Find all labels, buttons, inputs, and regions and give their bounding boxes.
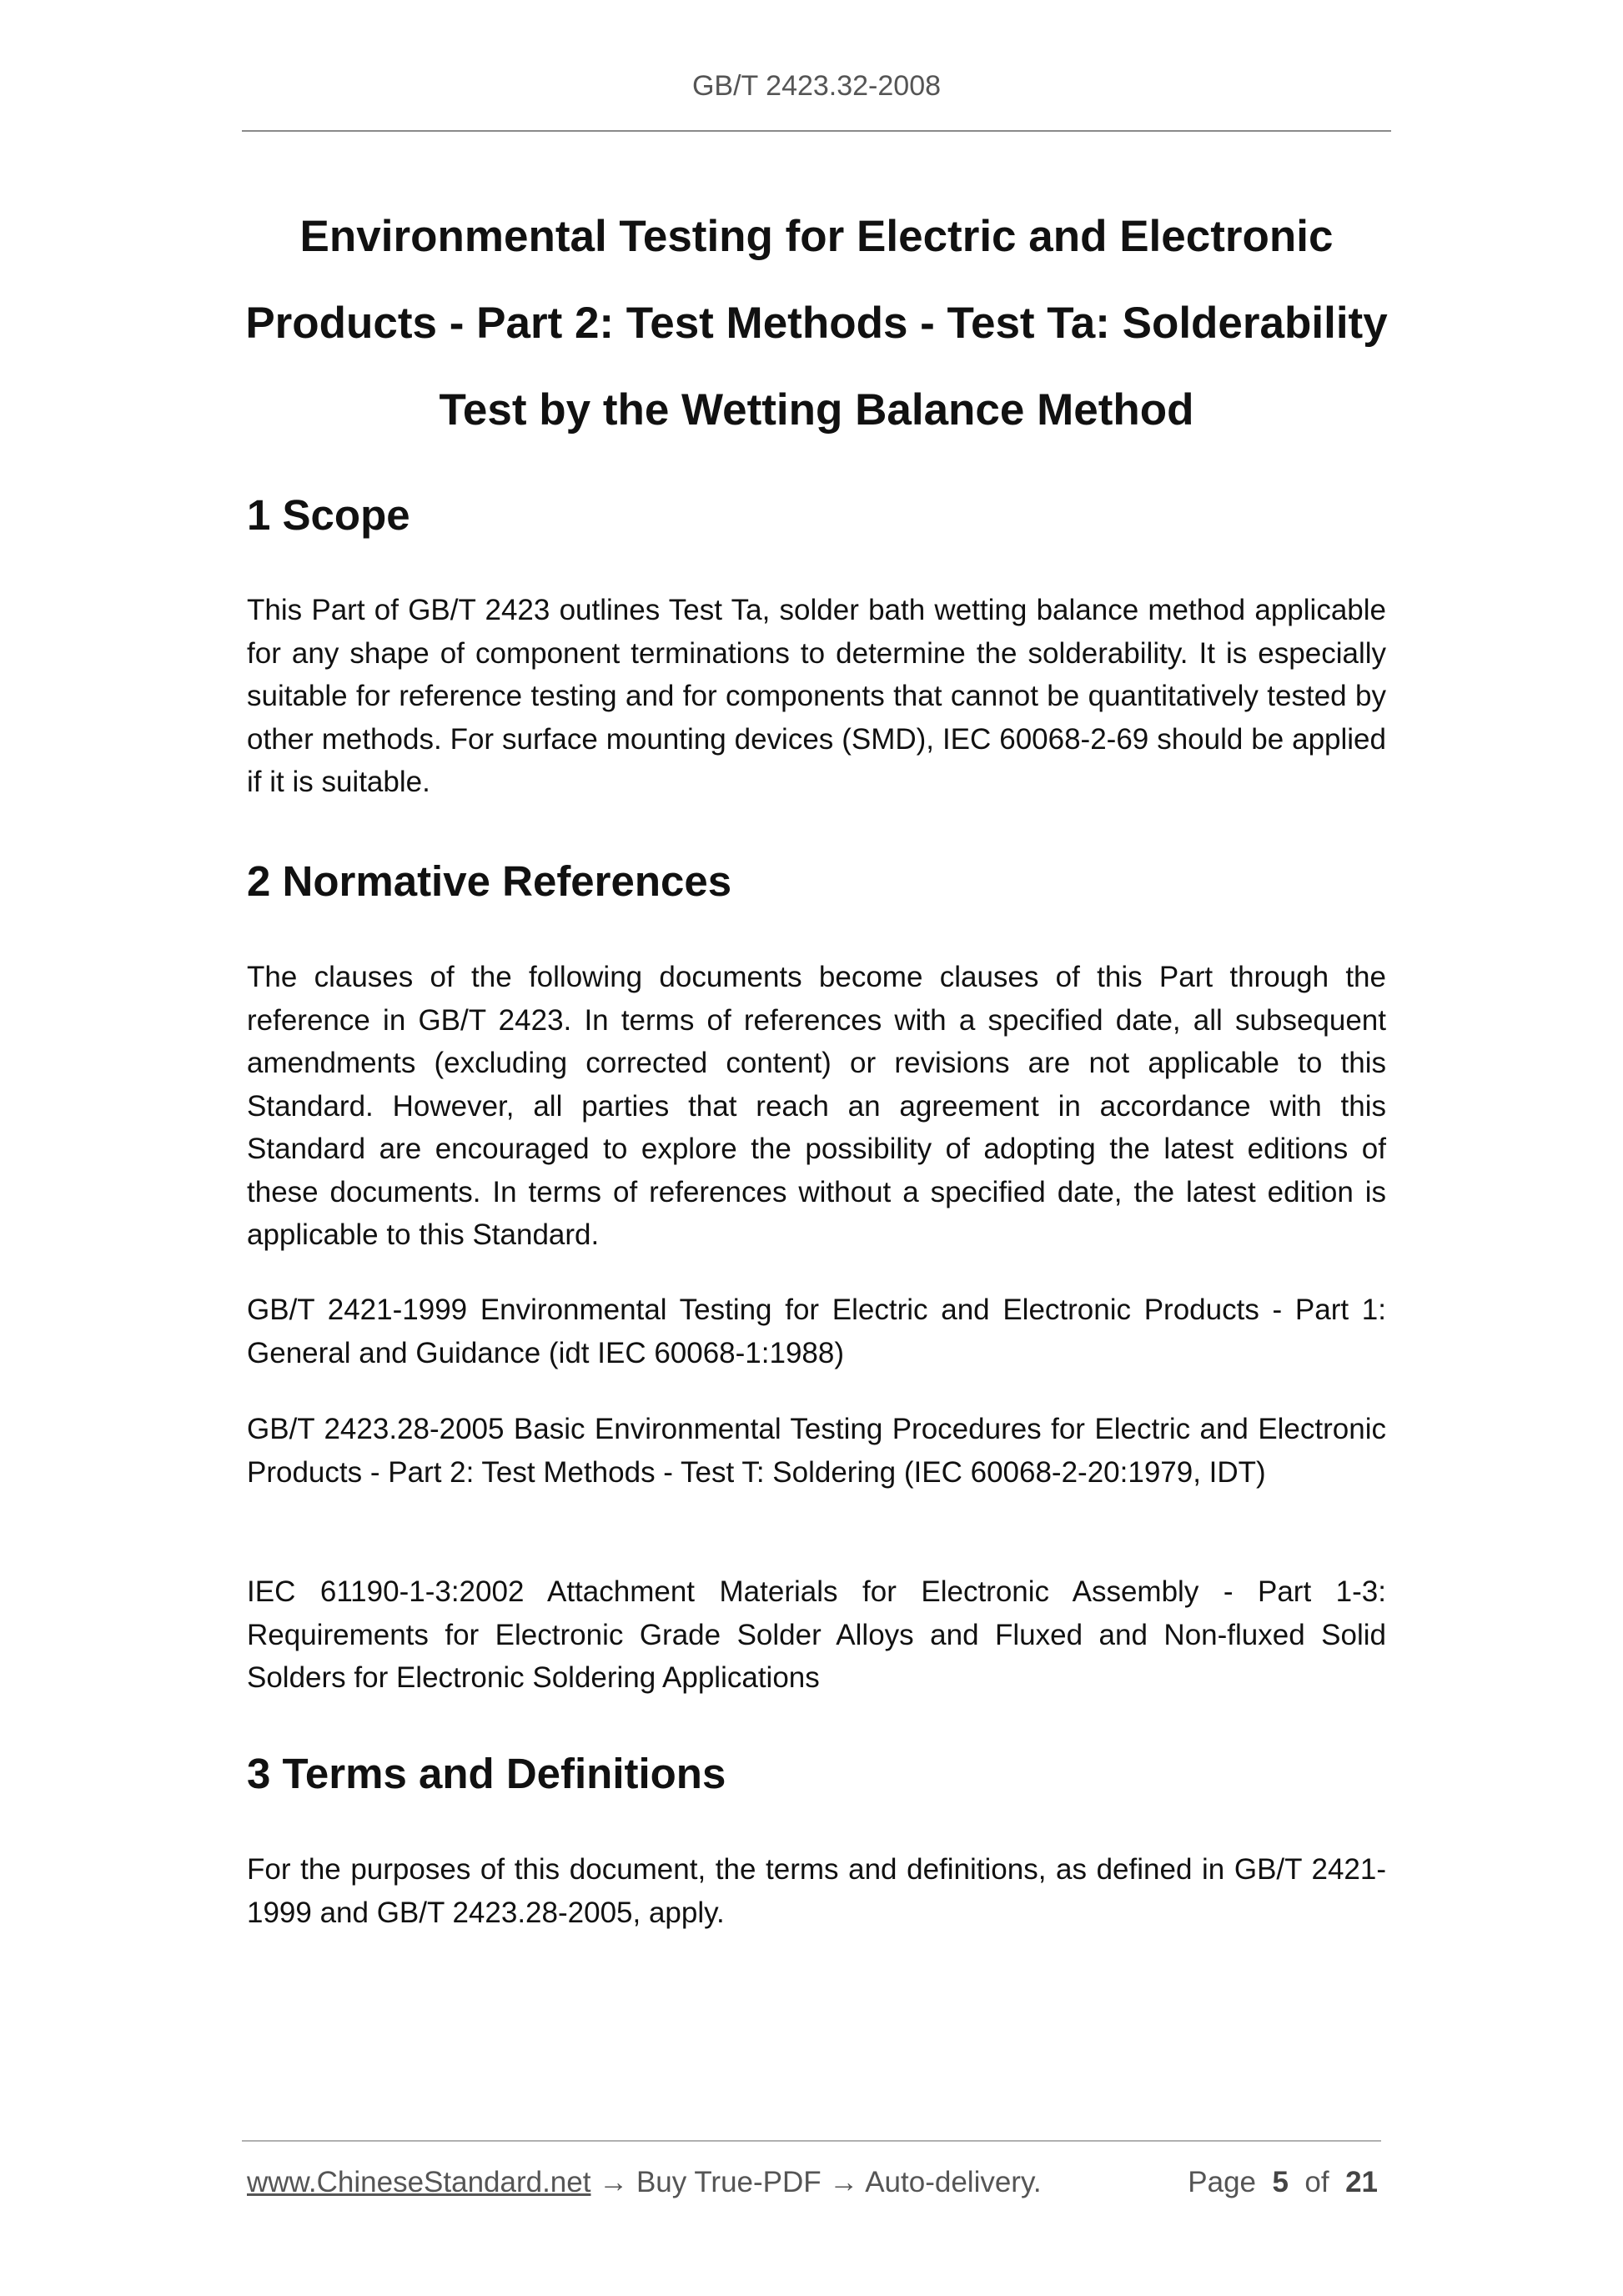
arrow-right-icon: →	[829, 2166, 859, 2198]
document-title	[242, 193, 1391, 454]
footer-divider	[242, 2140, 1381, 2142]
current-page-number: 5	[1272, 2166, 1289, 2198]
page-indicator	[1188, 2162, 1378, 2203]
section-heading-terms-and-definitions: 3 Terms and Definitions	[247, 1750, 726, 1797]
page-header-standard-code: GB/T 2423.32-2008	[691, 70, 942, 102]
document-title-line-1: Environmental Testing for Electric and Electronic	[299, 212, 1334, 261]
reference-item: GB/T 2423.28-2005 Basic Environmental Testing Procedures for Electric and Electronic Products - Part 2: Test Methods - Test T: Soldering (IEC 60068-2-20:1979, IDT)	[247, 1413, 1386, 1489]
terms-paragraph: For the purposes of this document, the terms and definitions, as defined in GB/T 2421-1999 and GB/T 2423.28-2005, apply.	[247, 1853, 1386, 1929]
reference-item: GB/T 2421-1999 Environmental Testing for Electric and Electronic Products - Part 1: General and Guidance (idt IEC 60068-1:1988)	[247, 1294, 1386, 1369]
header-divider	[242, 130, 1391, 132]
scope-paragraph: This Part of GB/T 2423 outlines Test Ta, solder bath wetting balance method applicable for any shape of component terminations to determine the solderability. It is especially suitable for reference testing and for components that cannot be quantitatively tested by other methods. For surface mounting devices (SMD), IEC 60068-2-69 should be applied if it is suitable.	[247, 594, 1386, 798]
normative-references-paragraph: The clauses of the following documents become clauses of this Part through the reference in GB/T 2423. In terms of references with a specified date, all subsequent amendments (excluding corrected content) or revisions are not applicable to this Standard. However, all parties that reach an agreement in accordance with this Standard are encouraged to explore the possibility of adopting the latest editions of these documents. In terms of references without a specified date, the latest edition is applicable to this Standard.	[247, 961, 1386, 1251]
of-label: of	[1304, 2166, 1329, 2198]
reference-item: IEC 61190-1-3:2002 Attachment Materials for Electronic Assembly - Part 1-3: Requirements for Electronic Grade Solder Alloys and Fluxed and Non-fluxed Solid Solders for Electronic Soldering Applications	[247, 1575, 1386, 1694]
website-link[interactable]: www.ChineseStandard.net	[247, 2166, 591, 2198]
document-title-line-3: Test by the Wetting Balance Method	[439, 385, 1194, 435]
footer-promo	[247, 2162, 1042, 2203]
section-heading-scope: 1 Scope	[247, 491, 410, 539]
total-pages-number: 21	[1345, 2166, 1378, 2198]
page-label: Page	[1188, 2166, 1257, 2198]
arrow-right-icon: →	[599, 2166, 629, 2198]
document-title-line-2: Products - Part 2: Test Methods - Test Ta: Solderability	[245, 299, 1388, 348]
section-heading-normative-references: 2 Normative References	[247, 857, 732, 905]
auto-delivery-text: Auto-delivery.	[865, 2166, 1042, 2198]
buy-true-pdf-text: Buy True-PDF	[636, 2166, 822, 2198]
